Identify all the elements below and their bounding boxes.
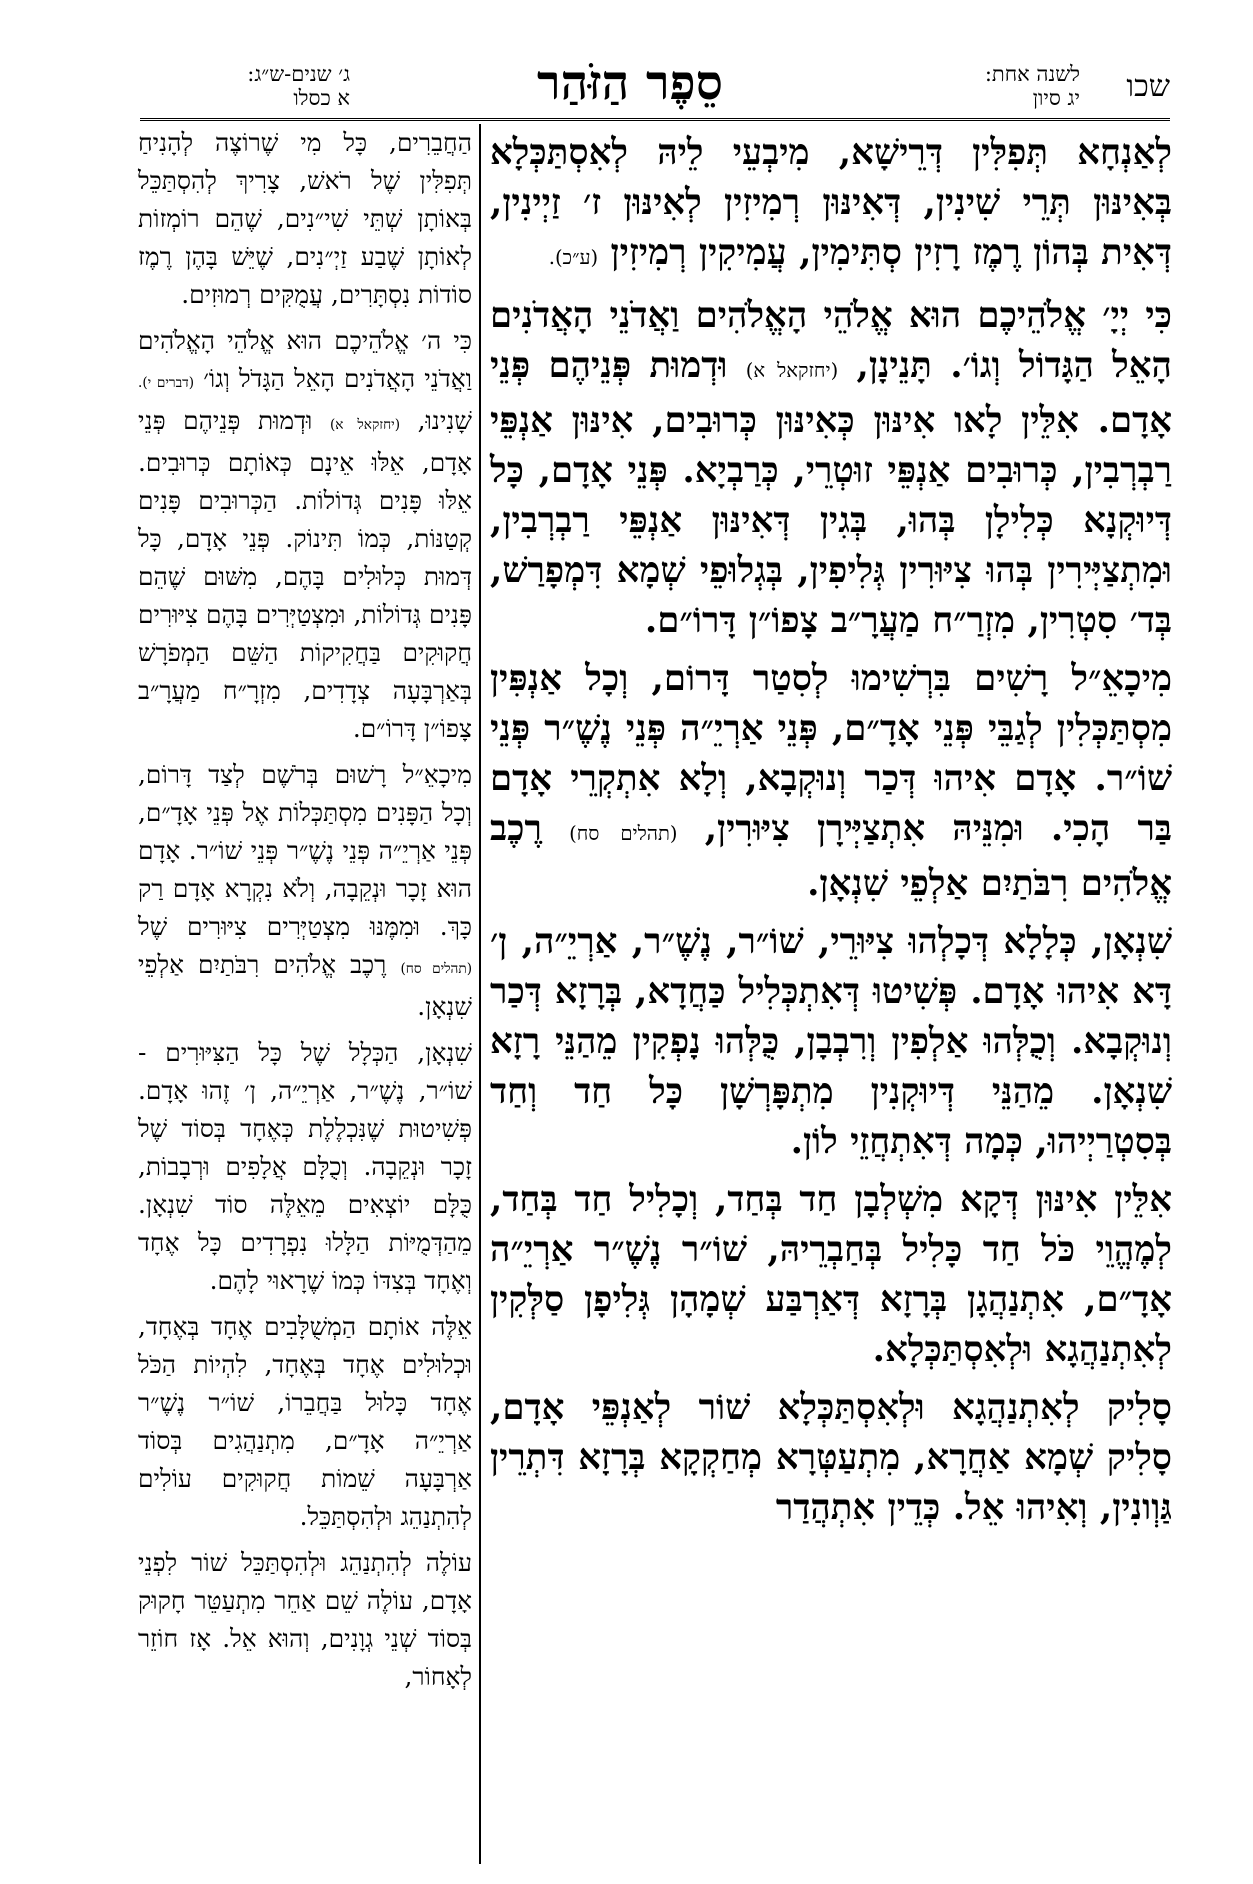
source-ref: (תהלים סח) (569, 822, 678, 845)
date-label: לשנה אחת: (984, 62, 1080, 86)
side-label: ג׳ שנים-ש״ג: (247, 62, 350, 86)
page-number: שכו (1126, 69, 1170, 104)
page-header (0, 0, 1253, 116)
main-paragraph: אִלֵּין אִינּוּן דְּקָא מִשְׁלְבָן חַד בְּחַד, וְכָלִיל חַד בְּחַד, לְמֶהֱוֵי כֹּל חַד כָּלִיל בְּחַבְרֵיהּ, שׁוֹ״ר נֶשֶׁ״ר אַרְיֵ״ה אָדָ״ם, אִתְנַהֲגָן בְּרָזָא דְּאַרְבַּע שְׁמָהָן גְּלִיפָן סַלְּקִין לְאִתְנַהֲגָא וּלְאִסְתַּכְּלָא. (490, 1179, 1172, 1370)
main-paragraph: כִּי יְיָ׳ אֱלֹהֵיכֶם הוּא אֱלֹהֵי הָאֱלֹהִים וַאֲדֹנֵי הָאֲדֹנִים הָאֵל הַגָּדוֹל וְגוֹ׳. תָּנֵינָן, (יחזקאל א) וּדְמוּת פְּנֵיהֶם פְּנֵי אָדָם. אִלֵּין לָאו אִינּוּן כְּאִינּוּן כְּרוּבִים, אִינּוּן אַנְפֵּי רַבְרְבִין, כְּרוּבִים אַנְפֵּי זוּטְרֵי, כְּרַבְיָא. פְּנֵי אָדָם, כָּל דְּיוּקְנָא כְּלִילָן בְּהוּ, בְּגִין דְּאִינּוּן אַנְפֵּי רַבְרְבִין, וּמִתְצַיְּירִין בְּהוּ צִיּוּרִין גְּלִיפִין, בְּגְלוּפֵי שְׁמָא דִּמְפָרַשׁ, בְּד׳ סִטְרִין, מִזְרַ״ח מַעֲרָ״ב צָפוֹ״ן דָּרוֹ״ם. (490, 295, 1172, 641)
side-paragraph: הַחֲבֵרִים, כָּל מִי שֶׁרוֹצֶה לְהָנִיחַ תְּפִלִּין שֶׁל רֹאשׁ, צָרִיךְ לְהִסְתַּכֵּל בְּאוֹתָן שְׁתֵּי שִׁי״נִים, שֶׁהֵם רוֹמְזוֹת לְאוֹתָן שֶׁבַע זַיְ״נִים, שֶׁיֵּשׁ בָּהֶן רֶמֶז סוֹדוֹת נִסְתָּרִים, עֲמֻקִּים רְמוּזִים. (138, 128, 472, 309)
main-paragraph: לְאַנְחָא תְּפִלִּין דְּרֵישָׁא, מִיבְעֵי לֵיהּ לְאִסְתַּכְּלָא בְּאִינּוּן תְּרֵי שִׁינִין, דְּאִינּוּן רְמִיזִין לְאִינּוּן ז׳ זַיְינִין, דְּאִית בְּהוֹן רֶמֶז רָזִין סְתִּימִין, עֲמִיקִין רְמִיזִין (ע״כ). (490, 132, 1172, 273)
side-paragraph: שִׁנְאָן, הַכְּלָל שֶׁל כָּל הַצִּיּוּרִים - שׁוֹ״ר, נֶשֶׁ״ר, אַרְיֵ״ה, ן׳ זֶהוּ אָדָם. פְּשִׁיטוּת שֶׁנִּכְלֶלֶת כְּאֶחָד בְּסוֹד שֶׁל זָכָר וּנְקֵבָה. וְכֻלָּם אֲלָפִים וּרְבָבוֹת, כֻּלָּם יוֹצְאִים מֵאֵלֶּה סוֹד שִׁנְאָן. מֵהַדְּמֻיּוֹת הַלָּלוּ נִפְרָדִים כָּל אֶחָד וְאֶחָד בְּצִדּוֹ כְּמוֹ שֶׁרָאוּי לָהֶם. (138, 1038, 472, 1295)
side-paragraph: מִיכָאֵ״ל רָשׁוּם בְּרֹשֶׁם לְצַד דָּרוֹם, וְכָל הַפָּנִים מִסְתַּכְּלוֹת אֶל פְּנֵי אָדָ״ם, פְּנֵי אַרְיֵ״ה פְּנֵי נֶשֶׁ״ר פְּנֵי שׁוֹ״ר. אָדָם הוּא זָכָר וּנְקֵבָה, וְלֹא נִקְרָא אָדָם רַק כָּךְ. וּמִמֶּנּוּ מִצְטַיְּרִים צִיּוּרִים שֶׁל (תהלים סח) רֶכֶב אֱלֹהִים רִבֹּתַיִם אַלְפֵי שִׁנְאָן. (138, 760, 473, 1021)
main-paragraph: מִיכָאֵ״ל רָשִׁים בִּרְשִׁימוּ לְסִטַר דָּרוֹם, וְכָל אַנְפִּין מִסְתַּכְּלִין לְגַבֵּי פְּנֵי אָדָ״ם, פְּנֵי אַרְיֵ״ה פְּנֵי נֶשֶׁ״ר פְּנֵי שׁוֹ״ר. אָדָם אִיהוּ דְּכַר וְנוּקְבָא, וְלָא אִתְקְרֵי אָדָם בַּר הָכִי. וּמִנֵּיהּ אִתְצַיְּירָן צִיּוּרִין, (תהלים סח) רֶכֶב אֱלֹהִים רִבֹּתַיִם אַלְפֵי שִׁנְאָן. (490, 658, 1173, 904)
main-paragraph: סָלִיק לְאִתְנַהֲגָא וּלְאִסְתַּכְּלָא שׁוֹר לְאַנְפֵּי אָדָם, סָלִיק שְׁמָא אַחֲרָא, מִתְעַטְּרָא מְחַקְקָא בְּרָזָא דִּתְרֵין גַּוְונִין, וְאִיהוּ אֵל. כְּדֵין אִתְהֲדַר (490, 1387, 1172, 1528)
book-title: סֵפֶר הַזֹּהַר (537, 55, 723, 111)
side-date-block (140, 62, 350, 110)
side-paragraph: כִּי ה׳ אֱלֹהֵיכֶם הוּא אֱלֹהֵי הָאֱלֹהִים וַאֲדֹנֵי הָאֲדֹנִים הָאֵל הַגָּדֹל וְגוֹ׳ (דברים י). שָׁנִינוּ, (יחזקאל א) וּדְמוּת פְּנֵיהֶם פְּנֵי אָדָם, אֵלּוּ אֵינָם כְּאוֹתָם כְּרוּבִים. אֵלּוּ פָּנִים גְּדוֹלוֹת. הַכְּרוּבִים פָּנִים קְטַנּוֹת, כְּמוֹ תִּינוֹק. פְּנֵי אָדָם, כָּל דְּמוּת כְּלוּלִים בָּהֶם, מִשּׁוּם שֶׁהֵם פָּנִים גְּדוֹלוֹת, וּמִצְטַיְּרִים בָּהֶם צִיּוּרִים חֲקוּקִים בַּחֲקִיקוֹת הַשֵּׁם הַמְפֹרָשׁ בְּאַרְבָּעָה צְדָדִים, מִזְרָ״ח מַעֲרָ״ב צָפוֹ״ן דָּרוֹ״ם. (138, 326, 472, 743)
main-date-block (870, 62, 1080, 110)
source-ref: (דברים י). (138, 375, 195, 391)
side-date: א כסלו (293, 86, 350, 110)
main-paragraph: שִׁנְאָן, כְּלָלָא דְּכָלְהוּ צִיּוּרֵי, שׁוֹ״ר, נֶשֶׁ״ר, אַרְיֵ״ה, ן׳ דָּא אִיהוּ אָדָם. פְּשִׁיטוּ דְּאִתְכְּלִיל כַּחֲדָא, בְּרָזָא דְּכַר וְנוּקְבָא. וְכֻלְּהוּ אַלְפִין וְרִבְבָן, כֻּלְּהוּ נָפְקִין מֵהַנֵּי רָזָא שִׁנְאָן. מֵהַנֵּי דְּיוּקְנִין מִתְפָּרְשָׁן כָּל חַד וְחַד בְּסִטְרַיְיהוּ, כְּמָה דְּאִתְחֲזֵי לוֹן. (490, 921, 1172, 1162)
source-ref: (יחזקאל א) (745, 359, 839, 382)
date: יג סיון (1032, 86, 1080, 110)
source-ref: (תהלים סח) (400, 961, 473, 977)
side-paragraph: אֵלֶּה אוֹתָם הַמְשֻׁלָּבִים אֶחָד בְּאֶחָד, וּכְלוּלִים אֶחָד בְּאֶחָד, לִהְיוֹת הַכֹּל אֶחָד כָּלוּל בַּחֲבֵרוֹ, שׁוֹ״ר נֶשֶׁ״ר אַרְיֵ״ה אָדָ״ם, מִתְנַהֲגִים בְּסוֹד אַרְבָּעָה שֵׁמוֹת חֲקוּקִים עוֹלִים לְהִתְנַהֵג וּלְהִסְתַּכֵּל. (138, 1312, 472, 1531)
column-divider (479, 124, 481, 1864)
source-ref: (יחזקאל א) (329, 417, 401, 433)
source-ref: (ע״כ). (548, 246, 599, 269)
translation-column (138, 124, 472, 1704)
side-paragraph: עוֹלֶה לְהִתְנַהֵג וּלְהִסְתַּכֵּל שׁוֹר לִפְנֵי אָדָם, עוֹלֶה שֵׁם אַחֵר מִתְעַטֵּר חָקוּק בְּסוֹד שְׁנֵי גְוָנִים, וְהוּא אֵל. אָז חוֹזֵר לְאָחוֹר, (138, 1548, 472, 1691)
main-column (490, 128, 1172, 1541)
header-rule (140, 118, 1170, 121)
